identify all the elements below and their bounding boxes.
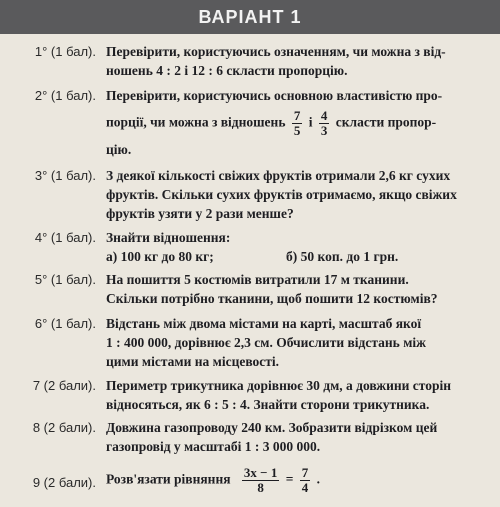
task-subitems: [106, 247, 488, 266]
task-line: 1 : 400 000, дорівнює 2,3 см. Обчислити відстань між: [106, 335, 426, 350]
task-text: [106, 86, 488, 159]
task-text: [106, 228, 488, 266]
fraction: [292, 109, 303, 138]
task-line: відносяться, як 6 : 5 : 4. Знайти сторони трикутника.: [106, 397, 430, 412]
task-text: [106, 376, 488, 414]
variant-title: ВАРІАНТ 1: [198, 6, 302, 27]
task-text: [106, 270, 488, 308]
task-text: [106, 166, 488, 223]
task-line: фруктів. Скільки сухих фруктів отримаємо, якщо свіжих: [106, 187, 457, 202]
task-text: [106, 466, 488, 495]
equals-sign: =: [285, 471, 294, 487]
task-line: Знайти відношення:: [106, 230, 231, 245]
task-number: 5° (1 бал).: [34, 272, 96, 287]
subitem-b: б) 50 коп. до 1 грн.: [286, 249, 399, 264]
fraction-denominator: 4: [301, 480, 309, 495]
fraction-denominator: 3: [320, 123, 328, 138]
task-line: З деякої кількості свіжих фруктів отримали 2,6 кг сухих: [106, 168, 451, 183]
task-text-fragment: Розв'язати рівняння: [106, 471, 231, 487]
task-line: Перевірити, користуючись означенням, чи можна з від-: [106, 44, 446, 59]
task-line: фруктів узяти у 2 рази менше?: [106, 206, 294, 221]
task-line: Периметр трикутника дорівнює 30 дм, а довжини сторін: [106, 378, 452, 393]
task-line: Скільки потрібно тканини, щоб пошити 12 костюмів?: [106, 291, 438, 306]
task-line: Відстань між двома містами на карті, масштаб якої: [106, 316, 422, 331]
task-text-fragment: скласти пропор-: [335, 114, 437, 130]
task-number: 3° (1 бал).: [34, 168, 96, 183]
task-line: Перевірити, користуючись основною властивістю про-: [106, 88, 443, 103]
task-number: 4° (1 бал).: [34, 230, 96, 245]
fraction-denominator: 8: [257, 480, 264, 495]
fraction: [300, 466, 311, 495]
task-text: [106, 314, 488, 371]
task-number: 8 (2 бали).: [32, 420, 96, 435]
task-line: На пошиття 5 костюмів витратили 17 м тканини.: [106, 272, 409, 287]
task-line: [106, 466, 488, 495]
task-line: ношень 4 : 2 і 12 : 6 скласти пропорцію.: [106, 63, 348, 78]
task-line: цію.: [106, 142, 132, 157]
task-line: Довжина газопроводу 240 км. Зобразити відрізком цей: [106, 420, 438, 435]
subitem-a: а) 100 кг до 80 кг;: [106, 249, 214, 264]
fraction: [242, 466, 279, 495]
fraction-numerator: 7: [293, 109, 301, 123]
task-line: цими містами на місцевості.: [106, 354, 280, 369]
conjunction: і: [308, 114, 313, 130]
fraction-numerator: 3x − 1: [243, 466, 278, 480]
fraction-numerator: 7: [301, 466, 309, 480]
fraction: [319, 109, 330, 138]
task-number: 7 (2 бали).: [32, 378, 96, 393]
task-number: 1° (1 бал).: [34, 44, 96, 59]
period: .: [316, 471, 321, 487]
task-number: 2° (1 бал).: [34, 88, 96, 103]
fraction-numerator: 4: [320, 109, 328, 123]
task-text-fragment: порції, чи можна з відношень: [106, 114, 286, 130]
fraction-denominator: 5: [293, 123, 301, 138]
task-line: [106, 109, 488, 138]
variant-header: [0, 0, 500, 34]
task-text: [106, 42, 488, 80]
task-number: 9 (2 бали).: [32, 475, 96, 490]
task-number: 6° (1 бал).: [34, 316, 96, 331]
task-text: [106, 418, 488, 456]
task-line: газопровід у масштабі 1 : 3 000 000.: [106, 439, 321, 454]
